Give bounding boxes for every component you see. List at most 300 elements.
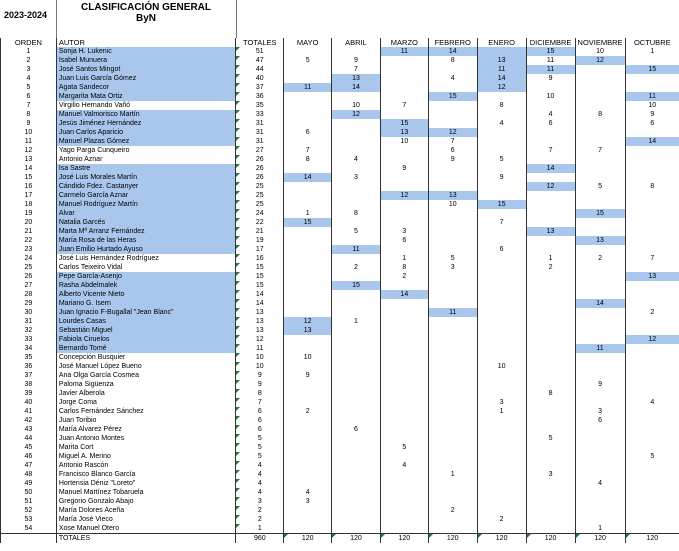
month-score-cell[interactable]: 9 (575, 380, 625, 389)
month-score-cell[interactable] (284, 416, 332, 425)
month-score-cell[interactable] (380, 371, 428, 380)
month-score-cell[interactable]: 11 (575, 344, 625, 353)
total-cell[interactable] (236, 290, 284, 299)
month-score-cell[interactable] (332, 299, 381, 308)
month-score-cell[interactable] (428, 416, 477, 425)
month-score-cell[interactable] (380, 245, 428, 254)
month-score-cell[interactable] (526, 128, 575, 137)
total-cell[interactable] (236, 416, 284, 425)
month-score-cell[interactable] (284, 290, 332, 299)
total-cell[interactable] (236, 506, 284, 515)
month-score-cell[interactable] (428, 326, 477, 335)
month-score-cell[interactable]: 7 (526, 146, 575, 155)
month-score-cell[interactable] (526, 200, 575, 209)
month-score-cell[interactable] (428, 497, 477, 506)
month-score-cell[interactable]: 3 (428, 263, 477, 272)
author-cell[interactable]: Xose Manuel Otero (56, 524, 236, 534)
month-score-cell[interactable] (332, 164, 381, 173)
month-score-cell[interactable] (477, 326, 526, 335)
month-score-cell[interactable]: 2 (428, 506, 477, 515)
rank-cell[interactable]: 25 (1, 263, 57, 272)
author-cell[interactable]: Juan Emilio Hurtado Ayuso (56, 245, 236, 254)
month-score-cell[interactable] (284, 164, 332, 173)
rank-cell[interactable]: 2 (1, 56, 57, 65)
month-score-cell[interactable] (380, 83, 428, 92)
month-score-cell[interactable] (575, 506, 625, 515)
month-score-cell[interactable] (332, 344, 381, 353)
month-score-cell[interactable] (428, 353, 477, 362)
month-score-cell[interactable] (380, 344, 428, 353)
author-cell[interactable]: José Luis Hernández Rodríguez (56, 254, 236, 263)
rank-cell[interactable]: 51 (1, 497, 57, 506)
month-score-cell[interactable] (625, 236, 679, 245)
month-score-cell[interactable] (575, 515, 625, 524)
month-score-cell[interactable] (428, 407, 477, 416)
month-score-cell[interactable] (428, 83, 477, 92)
month-score-cell[interactable] (526, 371, 575, 380)
author-cell[interactable]: Agata Sandecor (56, 83, 236, 92)
month-score-cell[interactable]: 5 (575, 182, 625, 191)
month-score-cell[interactable]: 14 (380, 290, 428, 299)
author-cell[interactable]: Natalia Garcés (56, 218, 236, 227)
month-score-cell[interactable] (380, 317, 428, 326)
month-score-cell[interactable] (332, 371, 381, 380)
column-header[interactable]: ENERO (477, 38, 526, 47)
rank-cell[interactable]: 33 (1, 335, 57, 344)
column-header[interactable]: AUTOR (56, 38, 236, 47)
month-score-cell[interactable] (284, 245, 332, 254)
rank-cell[interactable]: 9 (1, 119, 57, 128)
month-score-cell[interactable] (284, 443, 332, 452)
month-score-cell[interactable] (575, 83, 625, 92)
rank-cell[interactable]: 54 (1, 524, 57, 534)
rank-cell[interactable]: 12 (1, 146, 57, 155)
month-score-cell[interactable]: 4 (332, 155, 381, 164)
month-score-cell[interactable] (575, 308, 625, 317)
month-score-cell[interactable] (380, 497, 428, 506)
month-score-cell[interactable] (575, 164, 625, 173)
total-cell[interactable] (236, 254, 284, 263)
month-score-cell[interactable] (526, 245, 575, 254)
month-score-cell[interactable]: 13 (428, 191, 477, 200)
month-score-cell[interactable] (428, 515, 477, 524)
author-cell[interactable]: Alvar (56, 209, 236, 218)
total-cell[interactable] (236, 218, 284, 227)
author-cell[interactable]: Fabiola Ciruelos (56, 335, 236, 344)
month-score-cell[interactable] (575, 263, 625, 272)
month-score-cell[interactable] (625, 245, 679, 254)
month-score-cell[interactable] (625, 434, 679, 443)
month-score-cell[interactable] (428, 461, 477, 470)
month-score-cell[interactable] (380, 452, 428, 461)
month-score-cell[interactable]: 6 (380, 236, 428, 245)
month-score-cell[interactable] (477, 110, 526, 119)
month-score-cell[interactable] (625, 326, 679, 335)
month-score-cell[interactable]: 14 (625, 137, 679, 146)
month-score-cell[interactable] (428, 209, 477, 218)
total-cell[interactable] (236, 308, 284, 317)
month-score-cell[interactable]: 11 (284, 83, 332, 92)
rank-cell[interactable]: 23 (1, 245, 57, 254)
column-header[interactable]: FEBRERO (428, 38, 477, 47)
total-cell[interactable] (236, 155, 284, 164)
month-score-cell[interactable] (575, 137, 625, 146)
month-score-cell[interactable] (332, 191, 381, 200)
month-score-cell[interactable] (332, 236, 381, 245)
month-score-cell[interactable]: 1 (332, 317, 381, 326)
total-cell[interactable] (236, 497, 284, 506)
month-score-cell[interactable] (380, 146, 428, 155)
month-score-cell[interactable] (284, 380, 332, 389)
month-score-cell[interactable]: 13 (625, 272, 679, 281)
month-score-cell[interactable] (332, 416, 381, 425)
month-score-cell[interactable] (625, 299, 679, 308)
total-cell[interactable] (236, 335, 284, 344)
month-score-cell[interactable]: 4 (428, 74, 477, 83)
author-cell[interactable]: Sebastián Miguel (56, 326, 236, 335)
month-score-cell[interactable] (575, 218, 625, 227)
month-score-cell[interactable] (575, 335, 625, 344)
month-score-cell[interactable]: 15 (284, 218, 332, 227)
month-score-cell[interactable] (428, 380, 477, 389)
month-score-cell[interactable] (284, 452, 332, 461)
month-score-cell[interactable]: 2 (625, 308, 679, 317)
rank-cell[interactable]: 27 (1, 281, 57, 290)
month-score-cell[interactable] (332, 407, 381, 416)
column-header[interactable]: MAYO (284, 38, 332, 47)
month-score-cell[interactable] (332, 128, 381, 137)
month-score-cell[interactable] (332, 479, 381, 488)
month-score-cell[interactable] (477, 344, 526, 353)
month-score-cell[interactable] (380, 326, 428, 335)
rank-cell[interactable]: 52 (1, 506, 57, 515)
empty-cell[interactable] (1, 534, 57, 544)
author-cell[interactable]: Juan Carlos Aparicio (56, 128, 236, 137)
month-score-cell[interactable] (332, 488, 381, 497)
month-score-cell[interactable] (380, 182, 428, 191)
month-score-cell[interactable] (332, 380, 381, 389)
month-score-cell[interactable] (284, 479, 332, 488)
author-cell[interactable]: Miguel A. Merino (56, 452, 236, 461)
month-score-cell[interactable] (575, 452, 625, 461)
month-score-cell[interactable]: 5 (625, 452, 679, 461)
month-score-cell[interactable] (526, 425, 575, 434)
month-score-cell[interactable] (625, 173, 679, 182)
month-score-cell[interactable] (284, 74, 332, 83)
total-cell[interactable] (236, 164, 284, 173)
author-cell[interactable]: Rasha Abdelmalek (56, 281, 236, 290)
month-score-cell[interactable] (332, 398, 381, 407)
month-score-cell[interactable] (575, 281, 625, 290)
total-cell[interactable] (236, 353, 284, 362)
month-score-cell[interactable] (284, 470, 332, 479)
month-score-cell[interactable] (332, 200, 381, 209)
month-score-cell[interactable] (380, 209, 428, 218)
month-score-cell[interactable] (428, 371, 477, 380)
month-score-cell[interactable] (477, 479, 526, 488)
month-score-cell[interactable]: 2 (575, 254, 625, 263)
month-score-cell[interactable]: 12 (477, 83, 526, 92)
month-score-cell[interactable] (526, 398, 575, 407)
month-score-cell[interactable] (428, 173, 477, 182)
month-score-cell[interactable]: 15 (380, 119, 428, 128)
month-score-cell[interactable] (284, 506, 332, 515)
month-score-cell[interactable] (332, 119, 381, 128)
month-score-cell[interactable] (575, 317, 625, 326)
month-score-cell[interactable]: 6 (575, 416, 625, 425)
month-score-cell[interactable] (380, 110, 428, 119)
month-score-cell[interactable] (526, 506, 575, 515)
month-score-cell[interactable] (332, 452, 381, 461)
month-score-cell[interactable] (332, 182, 381, 191)
column-header[interactable]: MARZO (380, 38, 428, 47)
author-cell[interactable]: María Rosa de las Heras (56, 236, 236, 245)
month-score-cell[interactable]: 11 (380, 47, 428, 56)
month-score-cell[interactable] (526, 353, 575, 362)
rank-cell[interactable]: 34 (1, 344, 57, 353)
month-score-cell[interactable] (477, 47, 526, 56)
month-score-cell[interactable] (526, 299, 575, 308)
month-score-cell[interactable] (625, 389, 679, 398)
month-score-cell[interactable] (575, 200, 625, 209)
month-total-cell[interactable] (380, 534, 428, 544)
month-score-cell[interactable]: 9 (526, 74, 575, 83)
month-score-cell[interactable]: 6 (284, 128, 332, 137)
month-score-cell[interactable] (477, 236, 526, 245)
month-score-cell[interactable] (380, 425, 428, 434)
month-score-cell[interactable]: 1 (284, 209, 332, 218)
month-score-cell[interactable] (575, 290, 625, 299)
month-score-cell[interactable] (380, 488, 428, 497)
author-cell[interactable]: Manuel Plazas Gómez (56, 137, 236, 146)
month-score-cell[interactable]: 14 (332, 83, 381, 92)
month-score-cell[interactable] (477, 290, 526, 299)
month-score-cell[interactable] (625, 200, 679, 209)
month-score-cell[interactable] (575, 92, 625, 101)
month-score-cell[interactable] (380, 470, 428, 479)
total-cell[interactable] (236, 272, 284, 281)
author-cell[interactable]: Paloma Sigüenza (56, 380, 236, 389)
author-cell[interactable]: Marta Mª Arranz Fernández (56, 227, 236, 236)
month-score-cell[interactable] (332, 524, 381, 534)
month-score-cell[interactable] (284, 227, 332, 236)
month-score-cell[interactable] (526, 362, 575, 371)
rank-cell[interactable]: 21 (1, 227, 57, 236)
total-cell[interactable] (236, 236, 284, 245)
month-score-cell[interactable] (477, 371, 526, 380)
month-score-cell[interactable]: 10 (380, 137, 428, 146)
month-score-cell[interactable] (625, 416, 679, 425)
month-score-cell[interactable]: 7 (380, 101, 428, 110)
month-score-cell[interactable] (284, 461, 332, 470)
rank-cell[interactable]: 41 (1, 407, 57, 416)
month-score-cell[interactable] (332, 137, 381, 146)
month-score-cell[interactable] (477, 272, 526, 281)
total-cell[interactable] (236, 398, 284, 407)
rank-cell[interactable]: 45 (1, 443, 57, 452)
month-score-cell[interactable] (625, 524, 679, 534)
month-score-cell[interactable] (332, 47, 381, 56)
month-score-cell[interactable] (284, 110, 332, 119)
month-score-cell[interactable] (284, 272, 332, 281)
month-score-cell[interactable] (526, 416, 575, 425)
month-score-cell[interactable] (526, 308, 575, 317)
month-score-cell[interactable] (332, 290, 381, 299)
author-cell[interactable]: Carlos Fernández Sánchez (56, 407, 236, 416)
month-score-cell[interactable]: 5 (332, 227, 381, 236)
month-score-cell[interactable]: 5 (428, 254, 477, 263)
month-score-cell[interactable]: 1 (428, 470, 477, 479)
month-score-cell[interactable]: 2 (284, 407, 332, 416)
month-score-cell[interactable]: 7 (625, 254, 679, 263)
month-score-cell[interactable] (477, 470, 526, 479)
author-cell[interactable]: Jesús Jiménez Hernández (56, 119, 236, 128)
month-score-cell[interactable] (625, 497, 679, 506)
month-score-cell[interactable] (428, 344, 477, 353)
month-score-cell[interactable] (284, 425, 332, 434)
month-score-cell[interactable] (332, 506, 381, 515)
month-score-cell[interactable]: 11 (526, 56, 575, 65)
month-score-cell[interactable]: 13 (526, 227, 575, 236)
month-score-cell[interactable] (575, 362, 625, 371)
month-score-cell[interactable] (380, 281, 428, 290)
month-score-cell[interactable] (625, 83, 679, 92)
month-score-cell[interactable]: 4 (625, 398, 679, 407)
month-score-cell[interactable] (428, 434, 477, 443)
month-score-cell[interactable]: 4 (380, 461, 428, 470)
author-cell[interactable]: Hortensia Déniz "Loreto" (56, 479, 236, 488)
rank-cell[interactable]: 1 (1, 47, 57, 56)
month-score-cell[interactable] (526, 380, 575, 389)
rank-cell[interactable]: 26 (1, 272, 57, 281)
month-score-cell[interactable]: 13 (284, 326, 332, 335)
month-score-cell[interactable] (575, 173, 625, 182)
month-score-cell[interactable]: 1 (526, 254, 575, 263)
month-score-cell[interactable]: 6 (332, 425, 381, 434)
month-total-cell[interactable] (428, 534, 477, 544)
month-score-cell[interactable]: 8 (625, 182, 679, 191)
month-score-cell[interactable] (428, 389, 477, 398)
rank-cell[interactable]: 35 (1, 353, 57, 362)
month-score-cell[interactable]: 15 (526, 47, 575, 56)
month-score-cell[interactable] (477, 497, 526, 506)
month-score-cell[interactable] (526, 101, 575, 110)
month-score-cell[interactable]: 4 (575, 479, 625, 488)
author-cell[interactable]: Juan Luis García Gómez (56, 74, 236, 83)
month-score-cell[interactable] (284, 281, 332, 290)
author-cell[interactable]: Cándido Fdez. Castanyer (56, 182, 236, 191)
month-score-cell[interactable] (380, 335, 428, 344)
column-header[interactable]: ORDEN (1, 38, 57, 47)
month-score-cell[interactable] (625, 281, 679, 290)
total-cell[interactable] (236, 200, 284, 209)
month-score-cell[interactable] (477, 263, 526, 272)
month-score-cell[interactable] (526, 497, 575, 506)
month-score-cell[interactable] (332, 326, 381, 335)
month-score-cell[interactable] (625, 506, 679, 515)
rank-cell[interactable]: 14 (1, 164, 57, 173)
month-score-cell[interactable] (625, 317, 679, 326)
month-score-cell[interactable] (575, 101, 625, 110)
total-cell[interactable] (236, 461, 284, 470)
month-score-cell[interactable] (575, 326, 625, 335)
month-score-cell[interactable] (625, 353, 679, 362)
month-score-cell[interactable] (575, 389, 625, 398)
month-score-cell[interactable]: 5 (284, 56, 332, 65)
total-cell[interactable] (236, 92, 284, 101)
rank-cell[interactable]: 50 (1, 488, 57, 497)
month-score-cell[interactable] (380, 308, 428, 317)
total-cell[interactable] (236, 245, 284, 254)
month-score-cell[interactable] (477, 443, 526, 452)
total-cell[interactable] (236, 65, 284, 74)
total-cell[interactable] (236, 524, 284, 534)
month-score-cell[interactable]: 9 (332, 56, 381, 65)
column-header[interactable]: OCTUBRE (625, 38, 679, 47)
month-score-cell[interactable] (575, 245, 625, 254)
month-score-cell[interactable] (625, 425, 679, 434)
month-score-cell[interactable] (477, 146, 526, 155)
month-score-cell[interactable]: 8 (284, 155, 332, 164)
total-cell[interactable] (236, 299, 284, 308)
month-score-cell[interactable] (284, 389, 332, 398)
month-score-cell[interactable]: 8 (477, 101, 526, 110)
rank-cell[interactable]: 7 (1, 101, 57, 110)
month-score-cell[interactable] (380, 416, 428, 425)
month-score-cell[interactable]: 15 (332, 281, 381, 290)
author-cell[interactable]: Lourdes Casas (56, 317, 236, 326)
month-score-cell[interactable] (284, 524, 332, 534)
author-cell[interactable]: Mariano G. Isern (56, 299, 236, 308)
month-score-cell[interactable] (625, 74, 679, 83)
month-score-cell[interactable] (526, 173, 575, 182)
month-score-cell[interactable] (477, 416, 526, 425)
rank-cell[interactable]: 3 (1, 65, 57, 74)
month-score-cell[interactable] (428, 362, 477, 371)
month-score-cell[interactable]: 1 (380, 254, 428, 263)
month-score-cell[interactable] (477, 164, 526, 173)
month-score-cell[interactable] (284, 308, 332, 317)
rank-cell[interactable]: 24 (1, 254, 57, 263)
total-cell[interactable] (236, 362, 284, 371)
month-score-cell[interactable] (284, 515, 332, 524)
rank-cell[interactable]: 36 (1, 362, 57, 371)
month-score-cell[interactable]: 15 (428, 92, 477, 101)
month-score-cell[interactable] (477, 254, 526, 263)
month-score-cell[interactable] (625, 407, 679, 416)
month-score-cell[interactable] (526, 479, 575, 488)
month-score-cell[interactable] (284, 344, 332, 353)
month-score-cell[interactable] (625, 227, 679, 236)
month-score-cell[interactable] (380, 407, 428, 416)
month-score-cell[interactable] (380, 524, 428, 534)
month-score-cell[interactable] (428, 479, 477, 488)
month-score-cell[interactable]: 5 (477, 155, 526, 164)
total-cell[interactable] (236, 47, 284, 56)
rank-cell[interactable]: 43 (1, 425, 57, 434)
rank-cell[interactable]: 46 (1, 452, 57, 461)
month-score-cell[interactable] (526, 317, 575, 326)
rank-cell[interactable]: 29 (1, 299, 57, 308)
month-score-cell[interactable] (332, 461, 381, 470)
total-cell[interactable] (236, 74, 284, 83)
month-score-cell[interactable] (575, 470, 625, 479)
month-score-cell[interactable]: 12 (380, 191, 428, 200)
author-cell[interactable]: José Santos Mingot (56, 65, 236, 74)
month-score-cell[interactable]: 11 (428, 308, 477, 317)
author-cell[interactable]: Juan Antonio Montes (56, 434, 236, 443)
month-score-cell[interactable] (526, 290, 575, 299)
